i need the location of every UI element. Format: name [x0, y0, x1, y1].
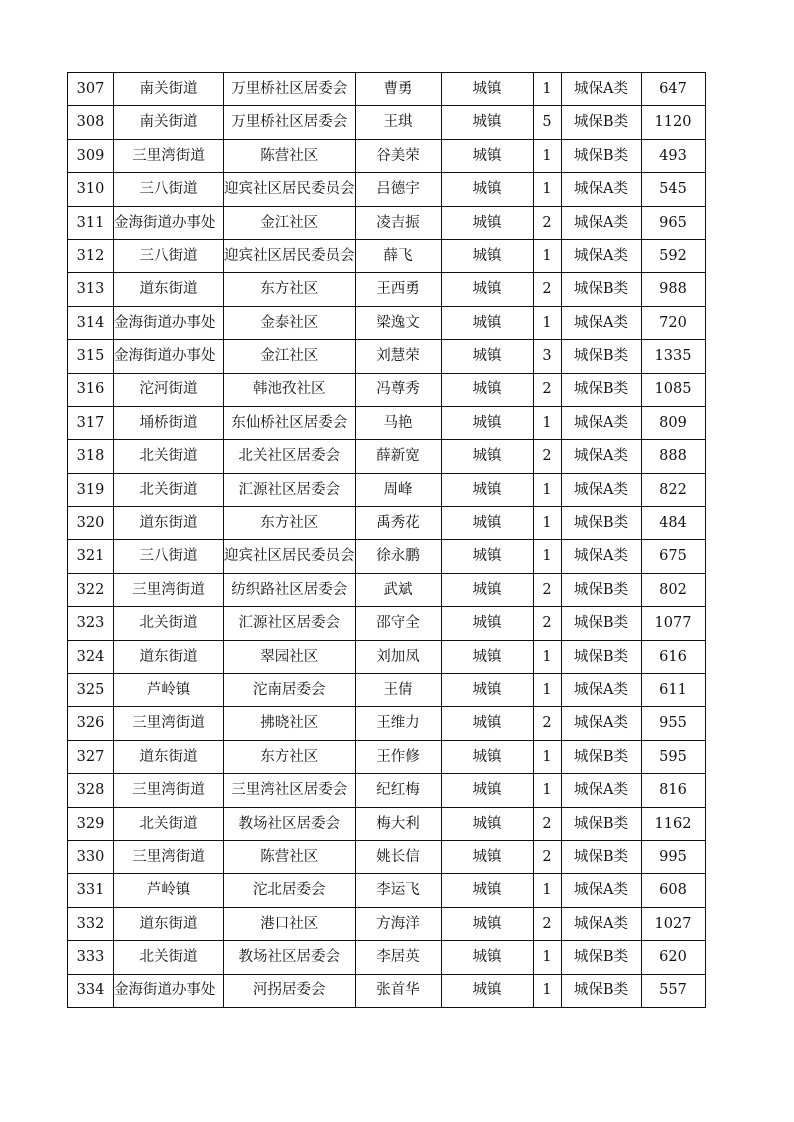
cell-area: 城镇: [441, 941, 533, 974]
cell-area: 城镇: [441, 974, 533, 1007]
table-row: [68, 640, 706, 673]
table-row: [68, 874, 706, 907]
cell-area: 城镇: [441, 106, 533, 139]
cell-community: 教场社区居委会: [224, 941, 356, 974]
cell-household-count: 2: [533, 273, 561, 306]
cell-area: 城镇: [441, 874, 533, 907]
cell-community: 陈营社区: [224, 139, 356, 172]
table-row: [68, 206, 706, 239]
cell-household-count: 2: [533, 573, 561, 606]
cell-street: 三里湾街道: [114, 774, 224, 807]
cell-name: 刘加凤: [355, 640, 441, 673]
cell-area: 城镇: [441, 440, 533, 473]
cell-street: 埇桥街道: [114, 406, 224, 439]
cell-name: 梅大利: [355, 807, 441, 840]
cell-household-count: 1: [533, 774, 561, 807]
cell-area: 城镇: [441, 674, 533, 707]
cell-category: 城保A类: [561, 206, 641, 239]
cell-household-count: 1: [533, 406, 561, 439]
cell-area: 城镇: [441, 273, 533, 306]
cell-number: 329: [68, 807, 114, 840]
cell-name: 刘慧荣: [355, 340, 441, 373]
cell-name: 王琪: [355, 106, 441, 139]
cell-community: 东方社区: [224, 740, 356, 773]
cell-community: 翠园社区: [224, 640, 356, 673]
cell-category: 城保A类: [561, 173, 641, 206]
cell-number: 316: [68, 373, 114, 406]
cell-category: 城保B类: [561, 941, 641, 974]
cell-amount: 809: [641, 406, 705, 439]
cell-area: 城镇: [441, 540, 533, 573]
cell-category: 城保A类: [561, 406, 641, 439]
cell-street: 道东街道: [114, 273, 224, 306]
cell-area: 城镇: [441, 640, 533, 673]
cell-street: 北关街道: [114, 607, 224, 640]
cell-name: 王维力: [355, 707, 441, 740]
cell-number: 311: [68, 206, 114, 239]
cell-community: 北关社区居委会: [224, 440, 356, 473]
cell-name: 纪红梅: [355, 774, 441, 807]
table-row: [68, 406, 706, 439]
cell-amount: 647: [641, 73, 705, 106]
cell-name: 曹勇: [355, 73, 441, 106]
cell-community: 金江社区: [224, 206, 356, 239]
cell-community: 汇源社区居委会: [224, 607, 356, 640]
cell-household-count: 1: [533, 473, 561, 506]
cell-amount: 675: [641, 540, 705, 573]
cell-community: 河拐居委会: [224, 974, 356, 1007]
cell-street: 金海街道办事处: [114, 974, 224, 1007]
cell-amount: 592: [641, 239, 705, 272]
cell-household-count: 2: [533, 840, 561, 873]
cell-name: 李居英: [355, 941, 441, 974]
cell-number: 310: [68, 173, 114, 206]
cell-household-count: 2: [533, 206, 561, 239]
cell-community: 韩池孜社区: [224, 373, 356, 406]
cell-amount: 484: [641, 507, 705, 540]
cell-area: 城镇: [441, 840, 533, 873]
cell-area: 城镇: [441, 139, 533, 172]
cell-name: 薛飞: [355, 239, 441, 272]
cell-number: 334: [68, 974, 114, 1007]
cell-area: 城镇: [441, 573, 533, 606]
cell-name: 李运飞: [355, 874, 441, 907]
cell-number: 330: [68, 840, 114, 873]
cell-street: 北关街道: [114, 440, 224, 473]
cell-name: 周峰: [355, 473, 441, 506]
cell-community: 三里湾社区居委会: [224, 774, 356, 807]
table-row: [68, 941, 706, 974]
cell-community: 陈营社区: [224, 840, 356, 873]
cell-number: 323: [68, 607, 114, 640]
cell-amount: 493: [641, 139, 705, 172]
cell-number: 308: [68, 106, 114, 139]
cell-name: 邵守全: [355, 607, 441, 640]
cell-category: 城保A类: [561, 707, 641, 740]
table-row: [68, 740, 706, 773]
cell-street: 金海街道办事处: [114, 340, 224, 373]
table-row: [68, 807, 706, 840]
cell-category: 城保A类: [561, 473, 641, 506]
cell-street: 芦岭镇: [114, 674, 224, 707]
roster-sheet: [67, 72, 706, 1008]
cell-category: 城保B类: [561, 373, 641, 406]
cell-community: 汇源社区居委会: [224, 473, 356, 506]
cell-area: 城镇: [441, 907, 533, 940]
table-row: [68, 540, 706, 573]
table-row: [68, 840, 706, 873]
cell-community: 纺织路社区居委会: [224, 573, 356, 606]
cell-household-count: 5: [533, 106, 561, 139]
cell-community: 迎宾社区居民委员会: [224, 239, 356, 272]
cell-category: 城保B类: [561, 974, 641, 1007]
cell-household-count: 1: [533, 540, 561, 573]
cell-name: 张首华: [355, 974, 441, 1007]
cell-street: 北关街道: [114, 941, 224, 974]
cell-area: 城镇: [441, 73, 533, 106]
cell-household-count: 1: [533, 974, 561, 1007]
cell-category: 城保B类: [561, 273, 641, 306]
table-row: [68, 273, 706, 306]
cell-amount: 822: [641, 473, 705, 506]
cell-amount: 1162: [641, 807, 705, 840]
table-row: [68, 674, 706, 707]
cell-name: 冯尊秀: [355, 373, 441, 406]
cell-area: 城镇: [441, 507, 533, 540]
cell-number: 327: [68, 740, 114, 773]
cell-street: 芦岭镇: [114, 874, 224, 907]
cell-household-count: 1: [533, 507, 561, 540]
cell-number: 325: [68, 674, 114, 707]
cell-area: 城镇: [441, 206, 533, 239]
cell-area: 城镇: [441, 340, 533, 373]
cell-category: 城保A类: [561, 874, 641, 907]
cell-area: 城镇: [441, 306, 533, 339]
cell-area: 城镇: [441, 473, 533, 506]
cell-name: 王西勇: [355, 273, 441, 306]
cell-household-count: 1: [533, 674, 561, 707]
cell-amount: 988: [641, 273, 705, 306]
cell-amount: 1077: [641, 607, 705, 640]
cell-category: 城保B类: [561, 740, 641, 773]
cell-household-count: 1: [533, 874, 561, 907]
cell-amount: 616: [641, 640, 705, 673]
cell-amount: 802: [641, 573, 705, 606]
roster-table: [67, 72, 706, 1008]
cell-name: 徐永鹏: [355, 540, 441, 573]
table-row: [68, 974, 706, 1007]
cell-category: 城保A类: [561, 674, 641, 707]
cell-household-count: 1: [533, 306, 561, 339]
cell-number: 326: [68, 707, 114, 740]
table-row: [68, 440, 706, 473]
table-row: [68, 707, 706, 740]
cell-area: 城镇: [441, 373, 533, 406]
cell-category: 城保B类: [561, 106, 641, 139]
cell-category: 城保B类: [561, 139, 641, 172]
cell-amount: 995: [641, 840, 705, 873]
cell-number: 320: [68, 507, 114, 540]
cell-name: 禹秀花: [355, 507, 441, 540]
table-row: [68, 507, 706, 540]
cell-number: 307: [68, 73, 114, 106]
cell-name: 方海洋: [355, 907, 441, 940]
cell-area: 城镇: [441, 239, 533, 272]
table-row: [68, 373, 706, 406]
cell-area: 城镇: [441, 607, 533, 640]
cell-name: 武斌: [355, 573, 441, 606]
cell-name: 凌吉振: [355, 206, 441, 239]
cell-category: 城保B类: [561, 340, 641, 373]
cell-area: 城镇: [441, 807, 533, 840]
cell-street: 道东街道: [114, 640, 224, 673]
cell-community: 沱南居委会: [224, 674, 356, 707]
cell-amount: 620: [641, 941, 705, 974]
cell-name: 梁逸文: [355, 306, 441, 339]
cell-number: 309: [68, 139, 114, 172]
cell-amount: 557: [641, 974, 705, 1007]
cell-number: 317: [68, 406, 114, 439]
cell-community: 港口社区: [224, 907, 356, 940]
cell-street: 南关街道: [114, 73, 224, 106]
table-row: [68, 106, 706, 139]
cell-amount: 816: [641, 774, 705, 807]
cell-number: 324: [68, 640, 114, 673]
cell-category: 城保A类: [561, 440, 641, 473]
table-row: [68, 607, 706, 640]
cell-street: 道东街道: [114, 907, 224, 940]
cell-name: 马艳: [355, 406, 441, 439]
cell-amount: 595: [641, 740, 705, 773]
cell-household-count: 2: [533, 440, 561, 473]
cell-community: 东方社区: [224, 273, 356, 306]
cell-household-count: 1: [533, 640, 561, 673]
table-row: [68, 340, 706, 373]
cell-amount: 1335: [641, 340, 705, 373]
cell-street: 北关街道: [114, 473, 224, 506]
cell-name: 薛新宽: [355, 440, 441, 473]
cell-community: 拂晓社区: [224, 707, 356, 740]
cell-area: 城镇: [441, 707, 533, 740]
cell-street: 金海街道办事处: [114, 306, 224, 339]
cell-household-count: 2: [533, 373, 561, 406]
cell-number: 312: [68, 239, 114, 272]
cell-community: 金江社区: [224, 340, 356, 373]
cell-amount: 955: [641, 707, 705, 740]
cell-category: 城保B类: [561, 607, 641, 640]
cell-amount: 720: [641, 306, 705, 339]
cell-household-count: 1: [533, 139, 561, 172]
cell-category: 城保A类: [561, 774, 641, 807]
cell-name: 王倩: [355, 674, 441, 707]
table-row: [68, 73, 706, 106]
table-row: [68, 173, 706, 206]
cell-community: 东方社区: [224, 507, 356, 540]
cell-community: 教场社区居委会: [224, 807, 356, 840]
cell-name: 王作修: [355, 740, 441, 773]
cell-number: 321: [68, 540, 114, 573]
cell-community: 万里桥社区居委会: [224, 106, 356, 139]
cell-household-count: 1: [533, 73, 561, 106]
cell-amount: 888: [641, 440, 705, 473]
cell-category: 城保A类: [561, 540, 641, 573]
cell-category: 城保A类: [561, 239, 641, 272]
cell-street: 三里湾街道: [114, 573, 224, 606]
cell-number: 331: [68, 874, 114, 907]
cell-name: 姚长信: [355, 840, 441, 873]
table-row: [68, 573, 706, 606]
cell-number: 333: [68, 941, 114, 974]
cell-category: 城保B类: [561, 840, 641, 873]
cell-household-count: 1: [533, 173, 561, 206]
cell-street: 道东街道: [114, 507, 224, 540]
cell-household-count: 3: [533, 340, 561, 373]
cell-number: 318: [68, 440, 114, 473]
cell-household-count: 2: [533, 907, 561, 940]
cell-amount: 1085: [641, 373, 705, 406]
cell-number: 315: [68, 340, 114, 373]
cell-amount: 611: [641, 674, 705, 707]
cell-community: 东仙桥社区居委会: [224, 406, 356, 439]
cell-community: 沱北居委会: [224, 874, 356, 907]
cell-category: 城保B类: [561, 640, 641, 673]
cell-area: 城镇: [441, 173, 533, 206]
cell-category: 城保B类: [561, 807, 641, 840]
cell-category: 城保A类: [561, 907, 641, 940]
cell-street: 三里湾街道: [114, 840, 224, 873]
cell-area: 城镇: [441, 406, 533, 439]
cell-number: 332: [68, 907, 114, 940]
cell-category: 城保A类: [561, 306, 641, 339]
cell-amount: 1120: [641, 106, 705, 139]
roster-body: [68, 73, 706, 1008]
cell-number: 322: [68, 573, 114, 606]
cell-community: 金泰社区: [224, 306, 356, 339]
cell-amount: 1027: [641, 907, 705, 940]
cell-category: 城保B类: [561, 573, 641, 606]
cell-area: 城镇: [441, 774, 533, 807]
table-row: [68, 907, 706, 940]
table-row: [68, 239, 706, 272]
cell-street: 北关街道: [114, 807, 224, 840]
cell-street: 三里湾街道: [114, 707, 224, 740]
cell-street: 南关街道: [114, 106, 224, 139]
cell-amount: 545: [641, 173, 705, 206]
cell-category: 城保A类: [561, 73, 641, 106]
cell-street: 三八街道: [114, 540, 224, 573]
cell-street: 三里湾街道: [114, 139, 224, 172]
cell-street: 金海街道办事处: [114, 206, 224, 239]
table-row: [68, 139, 706, 172]
cell-street: 道东街道: [114, 740, 224, 773]
table-row: [68, 774, 706, 807]
cell-household-count: 1: [533, 239, 561, 272]
cell-street: 三八街道: [114, 173, 224, 206]
cell-household-count: 2: [533, 807, 561, 840]
cell-community: 迎宾社区居民委员会: [224, 173, 356, 206]
cell-household-count: 1: [533, 740, 561, 773]
cell-category: 城保B类: [561, 507, 641, 540]
cell-number: 313: [68, 273, 114, 306]
cell-community: 迎宾社区居民委员会: [224, 540, 356, 573]
cell-street: 沱河街道: [114, 373, 224, 406]
cell-household-count: 1: [533, 941, 561, 974]
cell-household-count: 2: [533, 607, 561, 640]
cell-amount: 965: [641, 206, 705, 239]
cell-number: 328: [68, 774, 114, 807]
cell-number: 314: [68, 306, 114, 339]
cell-community: 万里桥社区居委会: [224, 73, 356, 106]
cell-name: 吕德宇: [355, 173, 441, 206]
cell-name: 谷美荣: [355, 139, 441, 172]
cell-area: 城镇: [441, 740, 533, 773]
table-row: [68, 306, 706, 339]
cell-number: 319: [68, 473, 114, 506]
cell-household-count: 2: [533, 707, 561, 740]
table-row: [68, 473, 706, 506]
cell-street: 三八街道: [114, 239, 224, 272]
cell-amount: 608: [641, 874, 705, 907]
